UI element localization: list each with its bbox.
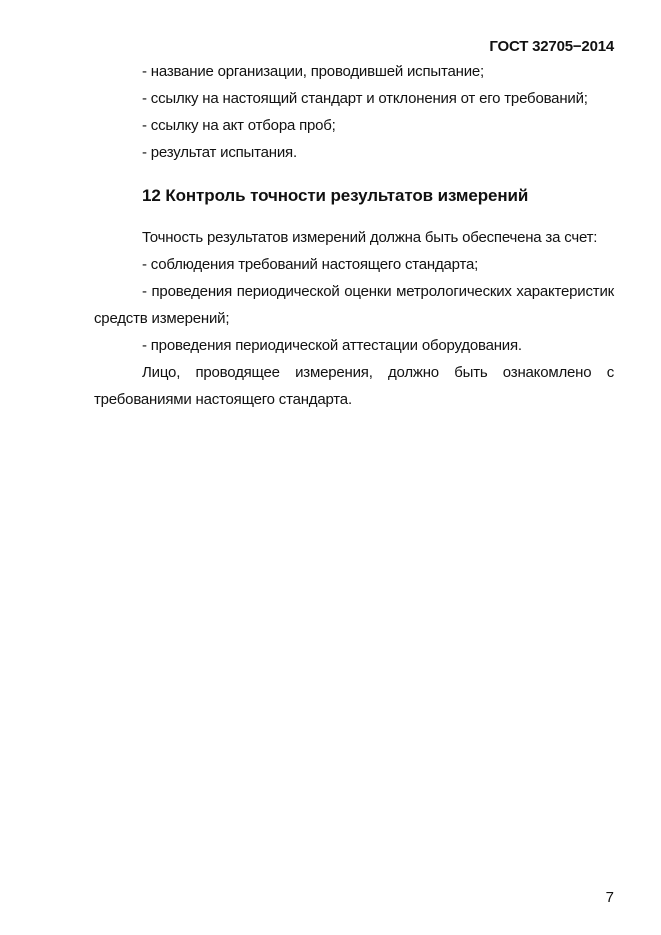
body-paragraph: Точность результатов измерений должна быть обеспечена за счет: [142, 229, 598, 246]
list-item: - проведения периодической аттестации оборудования. [142, 337, 522, 354]
document-code-header: ГОСТ 32705−2014 [489, 38, 614, 55]
section-heading: 12 Контроль точности результатов измерений [142, 186, 529, 205]
body-paragraph: Лицо, проводящее измерения, должно быть ознакомлено с требованиями настоящего стандарта. [94, 364, 614, 408]
list-item: - соблюдения требований настоящего стандарта; [142, 256, 479, 273]
list-item: - ссылку на настоящий стандарт и отклонения от его требований; [142, 90, 588, 107]
list-item: - результат испытания. [142, 144, 297, 161]
page-number: 7 [605, 889, 614, 906]
page-body [94, 58, 614, 413]
list-item: - ссылку на акт отбора проб; [142, 117, 336, 134]
list-item: - проведения периодической оценки метрологических характеристик средств измерений; [94, 283, 614, 327]
list-item: - название организации, проводившей испытание; [142, 63, 484, 80]
